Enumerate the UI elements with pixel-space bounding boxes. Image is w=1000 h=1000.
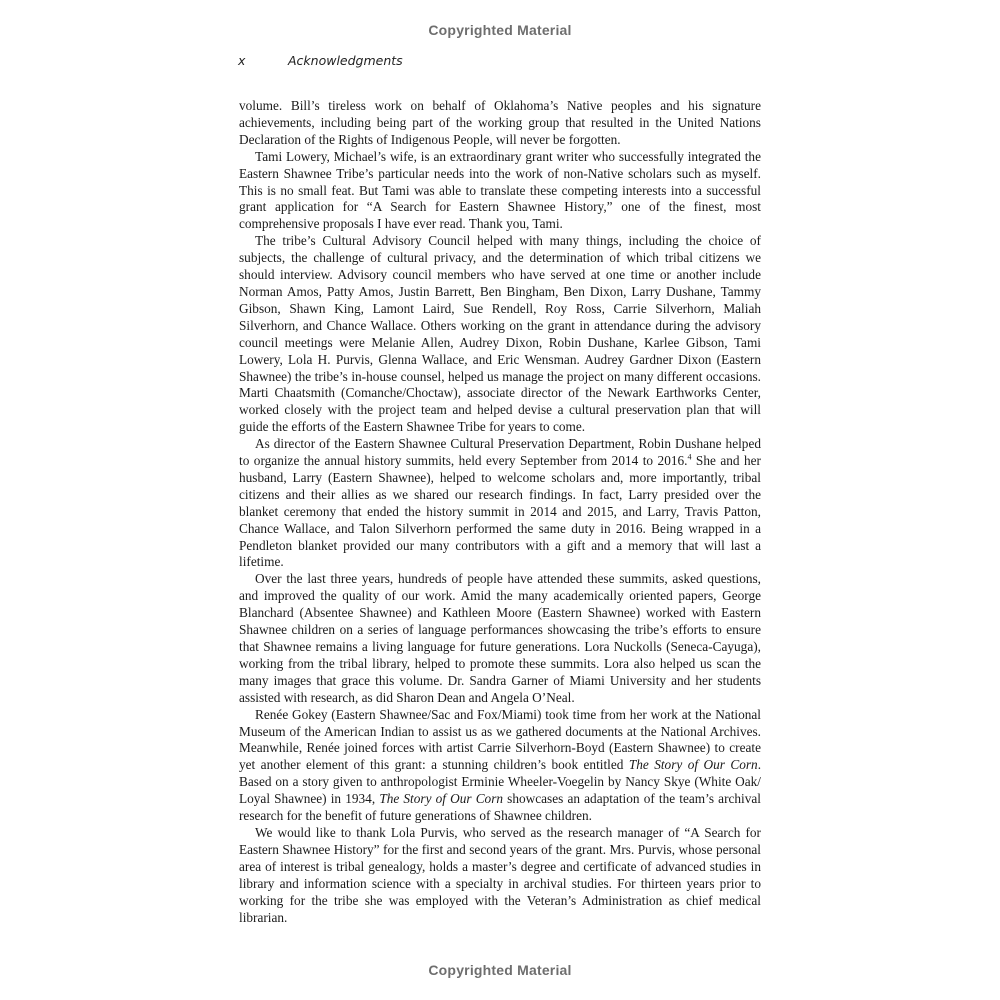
running-head bbox=[238, 53, 403, 68]
text-segment: Over the last three years, hundreds of people have attended these summits, asked questions, and improved the quality of our work. Amid the many academically oriented papers, George Blanchard (Absentee Shawnee) and Kathleen Moore (Eastern Shawnee) worked with Eastern Shawnee children on a series of language performances showcasing the tribe’s efforts to ensure that Shawnee remains a living language for future generations. Lora Nuckolls (Seneca-Cayuga), working from the tribal library, helped to promote these summits. Lora also helped us scan the many images that grace this volume. Dr. Sandra Garner of Miami University and her students assisted with research, as did Sharon Dean and Angela O’Neal. bbox=[239, 571, 761, 705]
running-head-title: Acknowledgments bbox=[288, 53, 403, 68]
text-segment: She and her husband, Larry (Eastern Shawnee), helped to welcome scholars and, more importantly, tribal citizens and their allies as we shared our research findings. In fact, Larry presided over the blanket ceremony that ended the history summit in 2014 and 2015, and Larry, Travis Patton, Chance Wallace, and Talon Silverhorn performed the same duty in 2016. Being wrapped in a Pendleton blanket provided our many contributors with a gift and a memory that will last a lifetime. bbox=[239, 453, 761, 570]
page-number: x bbox=[238, 53, 246, 68]
text-segment: Tami Lowery, Michael’s wife, is an extraordinary grant writer who successfully integrated the Eastern Shawnee Tribe’s particular needs into the work of non-Native scholars such as myself. This is no small feat. But Tami was able to translate these competing interests into a successful grant application for “A Search for Eastern Shawnee History,” one of the finest, most comprehensive proposals I have ever read. Thank you, Tami. bbox=[239, 148, 761, 232]
copyright-watermark-top: Copyrighted Material bbox=[428, 22, 572, 38]
body-text bbox=[239, 98, 761, 926]
paragraph bbox=[239, 149, 761, 234]
paragraph bbox=[239, 436, 761, 571]
book-title: The Story of Our Corn bbox=[379, 791, 504, 807]
paragraph bbox=[239, 233, 761, 436]
footnote-reference: 4 bbox=[687, 452, 692, 462]
text-segment: volume. Bill’s tireless work on behalf of Oklahoma’s Native peoples and his signature achievements, including being part of the working group that resulted in the United Nations Declaration of the Rights of Indigenous People, will never be forgotten. bbox=[239, 98, 761, 147]
text-segment: We would like to thank Lola Purvis, who served as the research manager of “A Search for Eastern Shawnee History” for the first and second years of the grant. Mrs. Purvis, whose personal area of interest is tribal genealogy, holds a master’s degree and certificate of advanced studies in library and information science with a specialty in archival studies. For thirteen years prior to working for the tribe she was employed with the Veteran’s Administration as chief medical librarian. bbox=[239, 824, 761, 925]
text-segment: showcases an adaptation of the team’s archival research for the benefit of future generations of Shawnee children. bbox=[239, 791, 761, 824]
book-title: The Story of Our Corn bbox=[628, 757, 758, 773]
paragraph bbox=[239, 571, 761, 706]
text-segment: Renée Gokey (Eastern Shawnee/Sac and Fox/Miami) took time from her work at the National Museum of the American Indian to assist us as we gathered documents at the National Archives. Meanwhile, Renée joined forces with artist Carrie Silverhorn-Boyd (Eastern Shawnee) to create yet another element of this grant: a stunning children’s book entitled bbox=[239, 706, 761, 773]
copyright-watermark-bottom: Copyrighted Material bbox=[428, 962, 572, 978]
paragraph bbox=[239, 825, 761, 926]
text-segment: As director of the Eastern Shawnee Cultural Preservation Department, Robin Dushane helped to organize the annual history summits, held every September from 2014 to 2016. bbox=[239, 436, 761, 469]
paragraph bbox=[239, 707, 761, 825]
text-segment: . Based on a story given to anthropologist Erminie Wheeler-Voegelin by Nancy Skye (White Oak/ Loyal Shawnee) in 1934, bbox=[239, 757, 762, 807]
paragraph bbox=[239, 98, 761, 149]
text-segment: The tribe’s Cultural Advisory Council helped with many things, including the choice of subjects, the challenge of cultural privacy, and the determination of which tribal citizens we should interview. Advisory council members who have served at one time or another include Norman Amos, Patty Amos, Justin Barrett, Ben Bingham, Ben Dixon, Larry Dushane, Tammy Gibson, Shawn King, Lamont Laird, Sue Rendell, Roy Ross, Carrie Silverhorn, Maliah Silverhorn, and Chance Wallace. Others working on the grant in attendance during the advisory council meetings were Melanie Allen, Audrey Dixon, Robin Dushane, Karlee Gibson, Tami Lowery, Lola H. Purvis, Glenna Wallace, and Eric Wensman. Audrey Gardner Dixon (Eastern Shawnee) the tribe’s in-house counsel, helped us manage the project on many different occasions. Marti Chaatsmith (Comanche/Choctaw), associate director of the Newark Earthworks Center, worked closely with the project team and helped devise a cultural preservation plan that will guide the efforts of the Eastern Shawnee Tribe for years to come. bbox=[239, 233, 761, 435]
